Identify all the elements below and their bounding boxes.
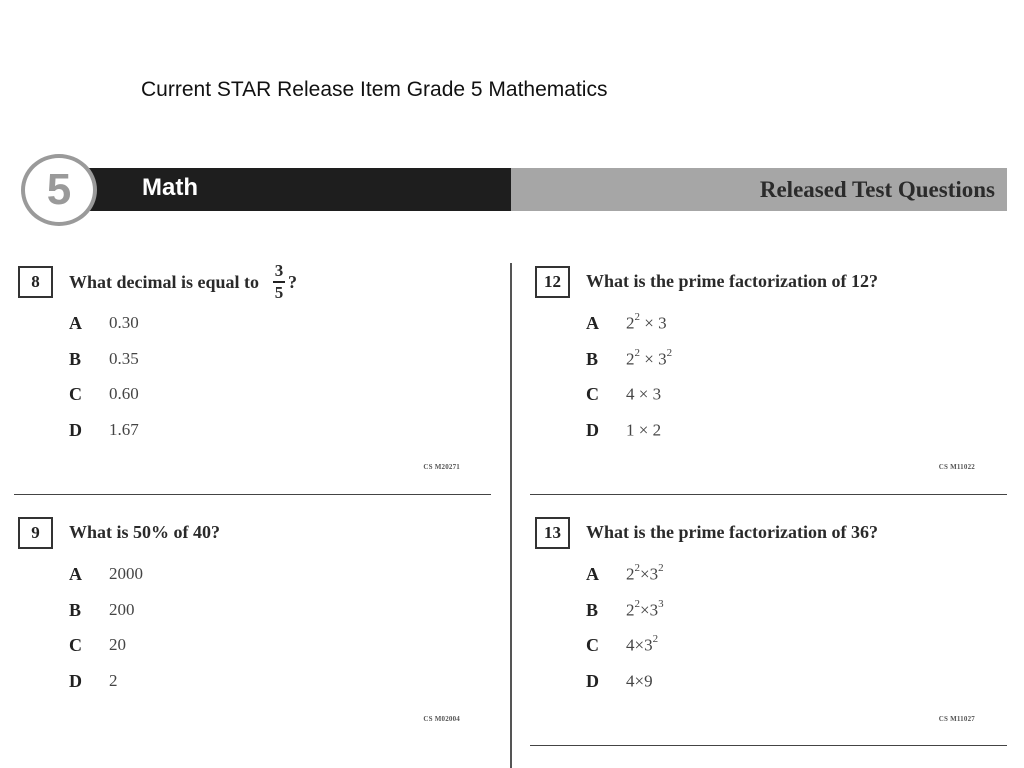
choice-letter: C xyxy=(586,384,599,404)
question-12 xyxy=(535,266,975,476)
base-2: 3 xyxy=(652,384,662,404)
operator: × xyxy=(640,313,659,333)
choice-value xyxy=(626,313,667,334)
item-code: CS M02004 xyxy=(423,715,460,723)
fraction-numerator: 3 xyxy=(274,261,284,280)
question-number-box: 8 xyxy=(18,266,53,298)
exponent-1: 2 xyxy=(634,562,640,574)
question-8 xyxy=(18,261,460,476)
choice-value xyxy=(626,635,658,656)
choice-value xyxy=(626,564,664,585)
answer-choice-b[interactable] xyxy=(69,600,143,636)
answer-choice-a[interactable] xyxy=(69,564,143,600)
choice-letter: C xyxy=(69,384,82,404)
base-1: 2 xyxy=(626,600,635,620)
base-1: 1 xyxy=(626,420,635,440)
answer-choice-d[interactable] xyxy=(69,671,143,707)
exponent-2: 2 xyxy=(666,346,673,359)
choice-value: 0.30 xyxy=(109,313,139,332)
operator: × xyxy=(640,349,659,369)
choice-letter: B xyxy=(69,599,82,620)
choice-value xyxy=(626,420,661,441)
base-1: 4 xyxy=(626,384,635,404)
answer-choice-d[interactable] xyxy=(69,420,139,456)
operator: × xyxy=(634,635,645,655)
choice-letter: D xyxy=(586,419,599,440)
operator: × xyxy=(634,420,653,440)
base-2: 9 xyxy=(644,671,653,691)
choice-letter: C xyxy=(586,635,599,655)
choice-letter: A xyxy=(586,564,599,584)
question-13 xyxy=(535,517,975,727)
question-number-box: 12 xyxy=(535,266,570,298)
item-code: CS M20271 xyxy=(423,463,460,471)
choice-value: 2 xyxy=(109,670,118,690)
exponent-2: 2 xyxy=(658,562,664,574)
exponent-2: 3 xyxy=(658,597,664,610)
exponent-1: 2 xyxy=(634,346,640,359)
choice-letter: D xyxy=(69,419,82,440)
answer-choice-a[interactable] xyxy=(586,564,664,600)
item-code: CS M11022 xyxy=(938,463,975,471)
choice-value: 1.67 xyxy=(109,419,139,439)
banner-subject-label: Math xyxy=(142,174,198,201)
answer-choice-c[interactable] xyxy=(69,635,143,671)
answer-choice-b[interactable] xyxy=(69,349,139,385)
grade-badge: 5 xyxy=(21,154,97,226)
answer-choices xyxy=(69,313,139,455)
base-2: 3 xyxy=(658,349,667,369)
base-2: 3 xyxy=(649,600,659,620)
choice-letter: A xyxy=(586,313,599,333)
choice-letter: B xyxy=(586,348,599,369)
answer-choice-a[interactable] xyxy=(586,313,672,349)
answer-choices xyxy=(69,564,143,706)
base-1: 4 xyxy=(626,671,635,691)
question-text: What is 50% of 40? xyxy=(69,522,221,542)
answer-choices xyxy=(586,564,664,706)
operator: × xyxy=(640,600,650,620)
operator: × xyxy=(640,564,650,584)
choice-letter: A xyxy=(69,313,82,333)
choice-value: 0.60 xyxy=(109,384,139,403)
choice-letter: A xyxy=(69,564,82,584)
choice-value xyxy=(626,384,661,405)
choice-value xyxy=(626,597,664,621)
answer-choices xyxy=(586,313,672,455)
answer-choice-c[interactable] xyxy=(586,635,664,671)
question-text: What is the prime factorization of 36? xyxy=(586,522,878,542)
answer-choice-b[interactable] xyxy=(586,597,664,636)
operator: × xyxy=(634,384,653,404)
answer-choice-d[interactable] xyxy=(586,420,672,456)
fraction xyxy=(273,262,285,302)
base-1: 2 xyxy=(626,349,635,369)
choice-value: 200 xyxy=(109,599,135,619)
answer-choice-b[interactable] xyxy=(586,346,673,385)
right-row-divider-1 xyxy=(530,494,1007,495)
choice-value: 0.35 xyxy=(109,348,139,368)
choice-value: 20 xyxy=(109,635,126,654)
base-1: 4 xyxy=(626,635,635,655)
right-row-divider-2 xyxy=(530,745,1007,746)
base-2: 3 xyxy=(644,635,653,655)
fraction-denominator: 5 xyxy=(274,283,284,302)
choice-value xyxy=(626,671,653,692)
choice-letter: B xyxy=(586,599,599,620)
base-1: 2 xyxy=(626,564,635,584)
base-2: 2 xyxy=(652,420,662,440)
question-text: What is the prime factorization of 12? xyxy=(586,271,878,291)
exponent-1: 2 xyxy=(634,597,640,610)
banner-subject-bar xyxy=(88,168,511,211)
slide-title: Current STAR Release Item Grade 5 Mathematics xyxy=(141,78,608,101)
left-row-divider xyxy=(14,494,491,495)
question-text xyxy=(69,262,297,302)
choice-value: 2000 xyxy=(109,564,143,583)
banner-title-label: Released Test Questions xyxy=(759,177,995,202)
choice-letter: D xyxy=(69,670,82,691)
question-text-prefix: What decimal is equal to xyxy=(69,271,260,292)
base-1: 2 xyxy=(626,313,635,333)
choice-value xyxy=(626,346,673,370)
answer-choice-c[interactable] xyxy=(69,384,139,420)
choice-letter: B xyxy=(69,348,82,369)
question-number-box: 13 xyxy=(535,517,570,549)
base-2: 3 xyxy=(658,313,667,333)
item-code: CS M11027 xyxy=(938,715,975,723)
answer-choice-c[interactable] xyxy=(586,384,672,420)
question-mark: ? xyxy=(288,271,298,292)
question-number-box: 9 xyxy=(18,517,53,549)
answer-choice-d[interactable] xyxy=(586,671,664,707)
exponent-2: 2 xyxy=(652,633,659,645)
banner-title-bar xyxy=(511,168,1007,211)
choice-letter: C xyxy=(69,635,82,655)
answer-choice-a[interactable] xyxy=(69,313,139,349)
column-divider xyxy=(510,263,512,768)
exponent-1: 2 xyxy=(634,311,640,323)
base-2: 3 xyxy=(649,564,659,584)
choice-letter: D xyxy=(586,670,599,691)
question-9 xyxy=(18,517,460,727)
operator: × xyxy=(634,671,645,691)
